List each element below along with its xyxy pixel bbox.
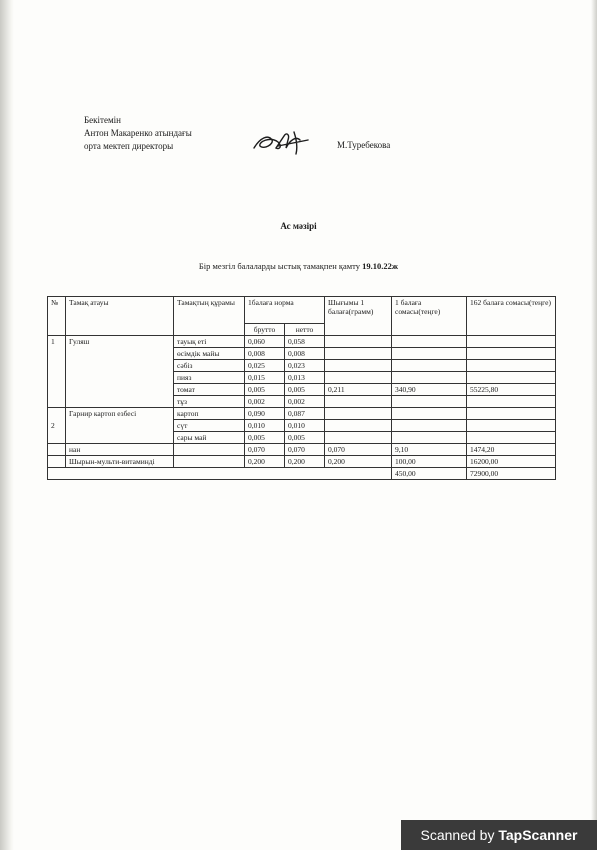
juice-netto: 0,200: [285, 456, 325, 468]
header-composition: Тамақтың құрамы: [174, 297, 245, 336]
header-output: Шығымы 1 балаға(грамм): [325, 297, 392, 336]
ingredient-name: сүт: [174, 420, 245, 432]
approval-line-2: Антон Макаренко атындағы: [84, 128, 192, 138]
header-dish: Тамақ атауы: [66, 297, 174, 336]
ingredient-brutto: 0,005: [245, 384, 285, 396]
bread-brutto: 0,070: [245, 444, 285, 456]
ingredient-netto: 0,058: [285, 336, 325, 348]
document-subtitle: [0, 261, 597, 271]
scanner-watermark: [401, 820, 597, 850]
ingredient-brutto: 0,090: [245, 408, 285, 420]
document-title: Ас мәзірі: [280, 221, 317, 231]
header-netto: нетто: [285, 324, 325, 336]
ingredient-name: сары май: [174, 432, 245, 444]
dish1-price-total: 55225,80: [467, 384, 556, 396]
ingredient-brutto: 0,005: [245, 432, 285, 444]
ingredient-netto: 0,005: [285, 432, 325, 444]
dish1-output: 0,211: [325, 384, 392, 396]
ingredient-brutto: 0,025: [245, 360, 285, 372]
header-brutto: брутто: [245, 324, 285, 336]
watermark-brand: TapScanner: [498, 827, 578, 843]
header-price-one: 1 балаға сомасы(теңге): [392, 297, 467, 336]
ingredient-name: өсімдік майы: [174, 348, 245, 360]
dish2-name: Гарнир картоп езбесі: [66, 408, 174, 444]
menu-table: [47, 296, 556, 480]
subtitle-text: Бір мезгіл балаларды ыстық тамақпен қамту: [198, 261, 361, 271]
ingredient-netto: 0,087: [285, 408, 325, 420]
table-row: [48, 444, 556, 456]
ingredient-name: тұз: [174, 396, 245, 408]
juice-price-total: 16200,00: [467, 456, 556, 468]
ingredient-name: тауық еті: [174, 336, 245, 348]
juice-output: 0,200: [325, 456, 392, 468]
ingredient-brutto: 0,015: [245, 372, 285, 384]
director-signature: [250, 126, 314, 158]
dish1-name: Гуляш: [66, 336, 174, 408]
approval-line-1: Бекітемін: [84, 115, 121, 125]
ingredient-netto: 0,005: [285, 384, 325, 396]
bread-netto: 0,070: [285, 444, 325, 456]
juice-name: Шырын-мульти-витаминді: [66, 456, 174, 468]
ingredient-name: пияз: [174, 372, 245, 384]
ingredient-brutto: 0,002: [245, 396, 285, 408]
table-header-row: [48, 297, 556, 324]
dish2-num: 2: [48, 408, 66, 444]
ingredient-name: томат: [174, 384, 245, 396]
ingredient-brutto: 0,008: [245, 348, 285, 360]
approval-block: [84, 114, 192, 153]
ingredient-netto: 0,002: [285, 396, 325, 408]
table-row: [48, 336, 556, 348]
table-row: [48, 408, 556, 420]
ingredient-name: картоп: [174, 408, 245, 420]
ingredient-brutto: 0,010: [245, 420, 285, 432]
ingredient-netto: 0,023: [285, 360, 325, 372]
bread-price-total: 1474,20: [467, 444, 556, 456]
totals-row: [48, 468, 556, 480]
bread-price-one: 9,10: [392, 444, 467, 456]
scan-edge-shadow: [0, 0, 14, 850]
director-name: М.Туребекова: [337, 140, 391, 150]
bread-name: нан: [66, 444, 174, 456]
dish1-price-one: 340,90: [392, 384, 467, 396]
juice-brutto: 0,200: [245, 456, 285, 468]
table-row: [48, 456, 556, 468]
bread-output: 0,070: [325, 444, 392, 456]
header-norm: 1балаға норма: [245, 297, 325, 324]
ingredient-name: сәбіз: [174, 360, 245, 372]
ingredient-netto: 0,008: [285, 348, 325, 360]
ingredient-netto: 0,010: [285, 420, 325, 432]
ingredient-netto: 0,013: [285, 372, 325, 384]
total-price-one: 450,00: [392, 468, 467, 480]
watermark-prefix: Scanned by: [420, 827, 495, 843]
ingredient-brutto: 0,060: [245, 336, 285, 348]
approval-line-3: орта мектеп директоры: [84, 141, 174, 151]
dish1-num: 1: [48, 336, 66, 408]
juice-price-one: 100,00: [392, 456, 467, 468]
subtitle-date: 19.10.22ж: [362, 261, 399, 271]
scan-edge-shadow-right: [591, 0, 597, 850]
header-num: №: [48, 297, 66, 336]
total-price-total: 72900,00: [467, 468, 556, 480]
header-price-total: 162 балаға сомасы(теңге): [467, 297, 556, 336]
